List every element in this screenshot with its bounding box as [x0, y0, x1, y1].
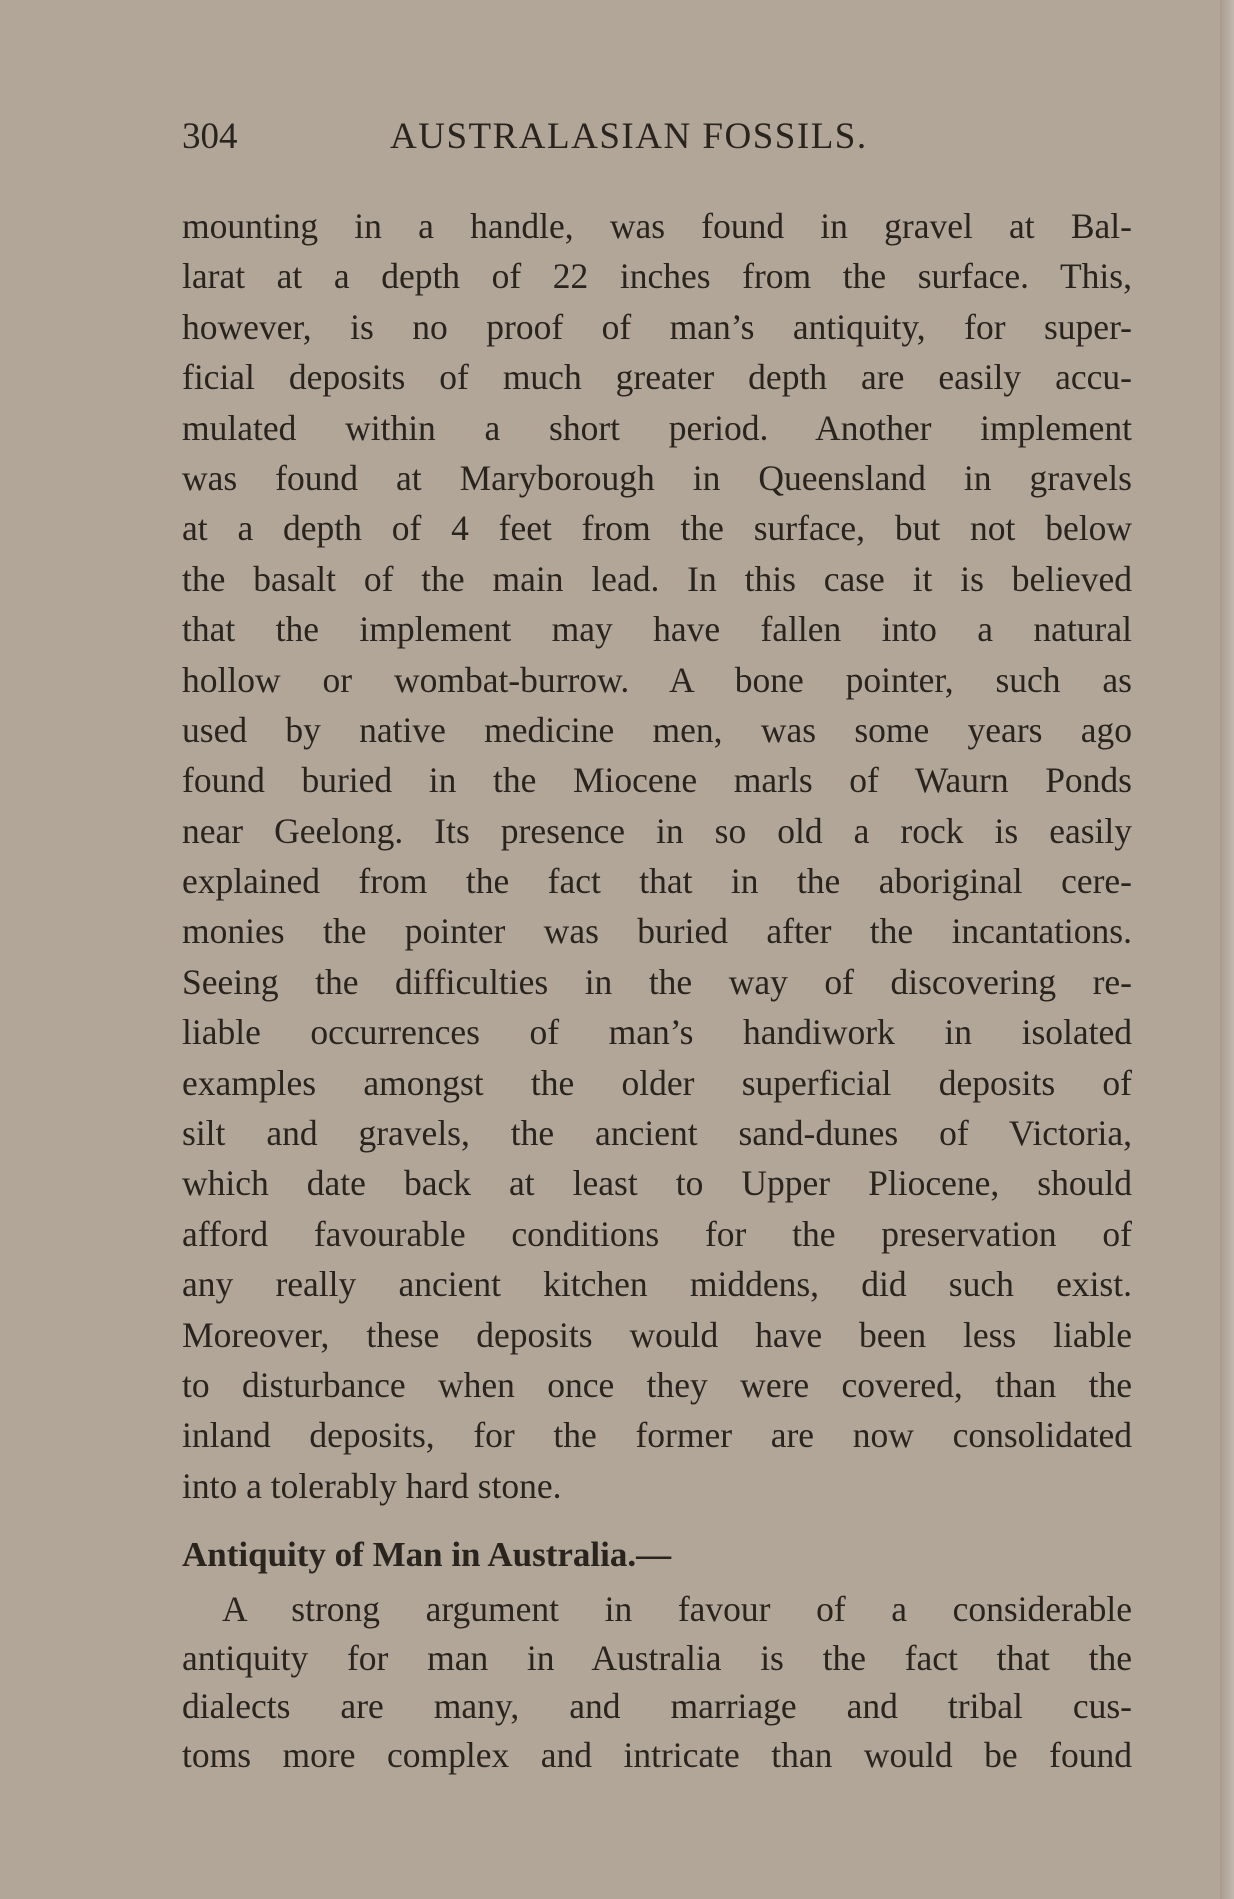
text-line: antiquity for man in Australia is the fact that the — [182, 1637, 1132, 1678]
text-line: larat at a depth of 22 inches from the surface. This, — [182, 256, 1132, 297]
text-line: mounting in a handle, was found in gravel at Bal- — [182, 206, 1132, 246]
text-line: inland deposits, for the former are now consolidated — [182, 1415, 1132, 1456]
text-line: found buried in the Miocene marls of Waurn Ponds — [182, 760, 1132, 801]
text-line: Moreover, these deposits would have been less liable — [182, 1314, 1132, 1355]
text-line: dialects are many, and marriage and tribal cus- — [182, 1686, 1132, 1727]
text-line: explained from the fact that in the aboriginal cere- — [182, 861, 1132, 902]
text-line: monies the pointer was buried after the incantations. — [182, 911, 1132, 952]
page-edge — [1220, 0, 1234, 1899]
text-line: A strong argument in favour of a considerable — [222, 1589, 1132, 1630]
text-line: afford favourable conditions for the preservation of — [182, 1213, 1132, 1254]
text-line: which date back at least to Upper Pliocene, should — [182, 1163, 1132, 1204]
text-line: silt and gravels, the ancient sand-dunes of Victoria, — [182, 1113, 1132, 1154]
text-line: Seeing the difficulties in the way of discovering re- — [182, 961, 1132, 1002]
text-line: mulated within a short period. Another implement — [182, 407, 1132, 448]
text-line: however, is no proof of man’s antiquity, for super- — [182, 306, 1132, 347]
paragraph — [182, 1585, 1132, 1779]
section-heading: Antiquity of Man in Australia.— — [182, 1535, 672, 1575]
page-body — [182, 201, 1132, 1780]
text-line: ficial deposits of much greater depth are easily accu- — [182, 357, 1132, 398]
text-line: at a depth of 4 feet from the surface, but not below — [182, 508, 1132, 549]
text-line: near Geelong. Its presence in so old a rock is easily — [182, 810, 1132, 851]
text-line: used by native medicine men, was some years ago — [182, 709, 1132, 750]
paragraph — [182, 201, 1132, 1511]
text-line: the basalt of the main lead. In this case it is believed — [182, 558, 1132, 599]
text-line: any really ancient kitchen middens, did such exist. — [182, 1264, 1132, 1305]
text-line: toms more complex and intricate than would be found — [182, 1734, 1132, 1775]
page-number: 304 — [182, 116, 238, 157]
text-line: to disturbance when once they were covered, than the — [182, 1364, 1132, 1405]
text-line: liable occurrences of man’s handiwork in isolated — [182, 1012, 1132, 1053]
text-line: hollow or wombat-burrow. A bone pointer, such as — [182, 659, 1132, 700]
text-line: examples amongst the older superficial deposits of — [182, 1062, 1132, 1103]
text-line: into a tolerably hard stone. — [182, 1465, 562, 1506]
text-line: was found at Maryborough in Queensland in gravels — [182, 457, 1132, 498]
running-title: AUSTRALASIAN FOSSILS. — [390, 116, 868, 157]
text-line: that the implement may have fallen into a natural — [182, 609, 1132, 650]
